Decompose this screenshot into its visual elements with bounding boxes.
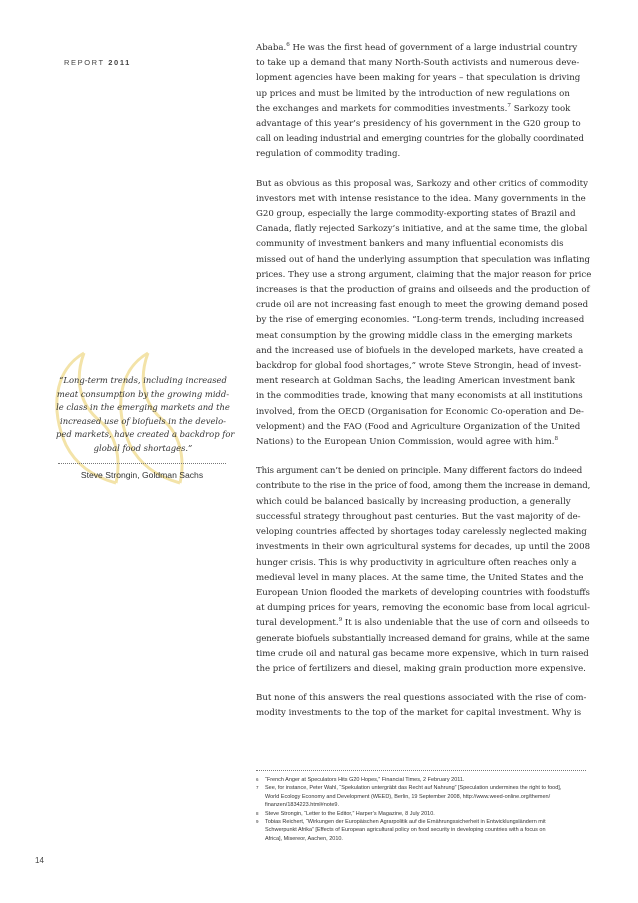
pull-quote-line: global food shortages.” [93, 442, 193, 453]
text-line: meat consumption by the growing middle class in the emerging markets [256, 330, 573, 341]
text-line: advantage of this year’s presidency of his government in the G20 group to [256, 119, 581, 130]
text-line: community of investment bankers and many influential economists dis [256, 239, 564, 250]
text-line: call on leading industrial and emerging countries for the globally coordinated [256, 134, 584, 145]
paragraph-2 [256, 177, 592, 451]
footnote-ref-9: 9 [338, 617, 343, 624]
text-fragment: Sarkozy took [510, 103, 571, 114]
text-fragment: It is also undeniable that the use of corn and oilseeds to [342, 618, 590, 629]
text-line: up prices and must be limited by the introduction of new regulations on [256, 88, 570, 99]
text-line: and the increased use of biofuels in the developed markets, have created a [256, 345, 584, 356]
footnote-number: 6 [256, 777, 259, 782]
paragraph-1 [256, 41, 586, 163]
text-line [256, 616, 590, 631]
text-line [256, 41, 586, 56]
text-line: in the commodities trade, knowing that many economists at all institutions [256, 391, 583, 402]
text-line: European Union flooded the markets of developing countries with foodstuffs [256, 587, 590, 598]
text-line: investments in their own agricultural systems for decades, up until the 2008 [256, 542, 591, 553]
footnote-8 [256, 810, 586, 818]
pull-quote [56, 374, 235, 456]
footnote-number: 7 [256, 785, 259, 791]
footnote-number: 9 [256, 819, 259, 825]
text-line: by the rise of emerging economies. “Long-term trends, including increased [256, 315, 585, 326]
text-fragment: tural development. [256, 618, 339, 629]
paragraph-3 [256, 464, 591, 677]
footnote-9 [256, 818, 586, 843]
footnote-ref-6: 6 [286, 42, 290, 48]
text-line: involved, from the OECD (Organisation for Economic Co-operation and De- [256, 406, 584, 417]
text-line: But as obvious as this proposal was, Sarkozy and other critics of commodity [256, 178, 588, 189]
text-line: successful strategy throughout past centuries. But the vast majority of de- [256, 511, 581, 522]
text-line: increases is that the production of grains and oilseeds and the production of [256, 285, 590, 296]
pull-quote-line: ped markets, have created a backdrop for [56, 429, 235, 440]
footnote-line: Steve Strongin, “Letter to the Editor,” Harper’s Magazine, 8 July 2010. [265, 810, 435, 817]
text-line: the price of fertilizers and diesel, making grain production more expensive. [256, 663, 586, 674]
text-line: missed out of hand the underlying assumption that speculation was inflating [256, 254, 591, 265]
footnote-line: World Ecology Economy and Development (WEED), Berlin, 19 September 2008, http://www.weed-online.org/themen/ [265, 793, 551, 800]
footnote-line: finanzen/1834223.html#note9. [265, 802, 340, 809]
report-label: REPORT [64, 58, 105, 67]
text-fragment: Ababa. [256, 43, 287, 53]
text-line: This argument can’t be denied on principle. Many different factors do indeed [256, 466, 583, 477]
text-line: ment research at Goldman Sachs, the leading American investment bank [256, 376, 576, 387]
footnote-line: Schwerpunkt Afrika” [Effects of European agricultural policy on food security in developing countries with a focus on [265, 827, 546, 834]
text-line: generate biofuels substantially increased demand for grains, while at the same [256, 633, 590, 644]
text-line: veloping countries affected by shortages today carelessly neglected making [256, 527, 587, 538]
footnote-line: Africa], Misereor, Aachen, 2010. [265, 835, 343, 842]
pull-quote-line: “Long-term trends, including increased [59, 375, 227, 385]
text-line: hunger crisis. This is why productivity in agriculture often reaches only a [256, 557, 577, 568]
text-line: to take up a demand that many North-South activists and numerous deve- [256, 58, 580, 69]
paragraph-4 [256, 691, 586, 721]
footnote-line: Tobias Reichert, “Wirkungen der Europäischen Agrarpolitik auf die Ernährungssicherheit in Entwicklungsländern mit [265, 819, 546, 826]
footnote-ref-8: 8 [554, 436, 559, 443]
text-line: modity investments to the top of the market for capital investment. Why is [256, 708, 582, 719]
text-line [256, 102, 586, 117]
text-fragment: He was the first head of government of a large industrial country [289, 43, 578, 53]
text-fragment: Nations) to the European Union Commission, would agree with him. [256, 437, 555, 448]
text-line: time crude oil and natural gas became more expensive, which in turn raised [256, 648, 589, 659]
text-line: Canada, flatly rejected Sarkozy’s initiative, and at the same time, the global [256, 224, 588, 235]
text-line: G20 group, especially the large commodity-exporting states of Brazil and [256, 209, 576, 220]
footnote-number: 8 [256, 810, 259, 816]
footnote-7 [256, 784, 586, 809]
footnote-6 [256, 776, 586, 784]
pull-quote-divider [58, 463, 226, 464]
page-number: 14 [35, 856, 44, 865]
text-line: at dumping prices for years, removing the economic base from local agricul- [256, 603, 591, 614]
footnote-line: See, for instance, Peter Wahl, “Spekulation untergräbt das Recht auf Nahrung” [Speculation undermines the right to food], [265, 785, 562, 792]
text-line: backdrop for global food shortages,” wrote Steve Strongin, head of invest- [256, 361, 582, 372]
body-text [256, 41, 592, 736]
text-line: prices. They use a strong argument, claiming that the major reason for price [256, 269, 592, 280]
text-line: medieval level in many places. At the same time, the United States and the [256, 572, 584, 583]
footnote-line: “French Anger at Speculators Hits G20 Hopes,” Financial Times, 2 February 2011. [265, 777, 465, 783]
text-line: regulation of commodity trading. [256, 149, 401, 160]
report-year: 2011 [108, 58, 131, 67]
text-line: contribute to the rise in the price of food, among them the increase in demand, [256, 481, 591, 492]
text-line [256, 435, 586, 450]
pull-quote-line: meat consumption by the growing midd- [56, 388, 230, 399]
text-line: But none of this answers the real questions associated with the rise of com- [256, 693, 587, 704]
text-fragment: the exchanges and markets for commodities investments. [256, 103, 508, 114]
footnote-divider [256, 770, 586, 771]
pull-quote-line: le class in the emerging markets and the [56, 402, 230, 413]
footnote-ref-7: 7 [507, 102, 511, 109]
text-line: velopment) and the FAO (Food and Agriculture Organization of the United [256, 421, 581, 432]
pull-quote-author: Steve Strongin, Goldman Sachs [80, 470, 204, 480]
text-line: which could be balanced basically by increasing production, a generally [256, 496, 571, 507]
footnotes [256, 776, 586, 843]
text-line: crude oil are not increasing fast enough to meet the growing demand posed [256, 300, 589, 311]
running-header [64, 58, 131, 67]
text-line: investors met with intense resistance to the idea. Many governments in the [256, 193, 586, 204]
pull-quote-line: increased use of biofuels in the develo- [60, 415, 226, 426]
text-line: lopment agencies have been making for years – that speculation is driving [256, 73, 581, 84]
